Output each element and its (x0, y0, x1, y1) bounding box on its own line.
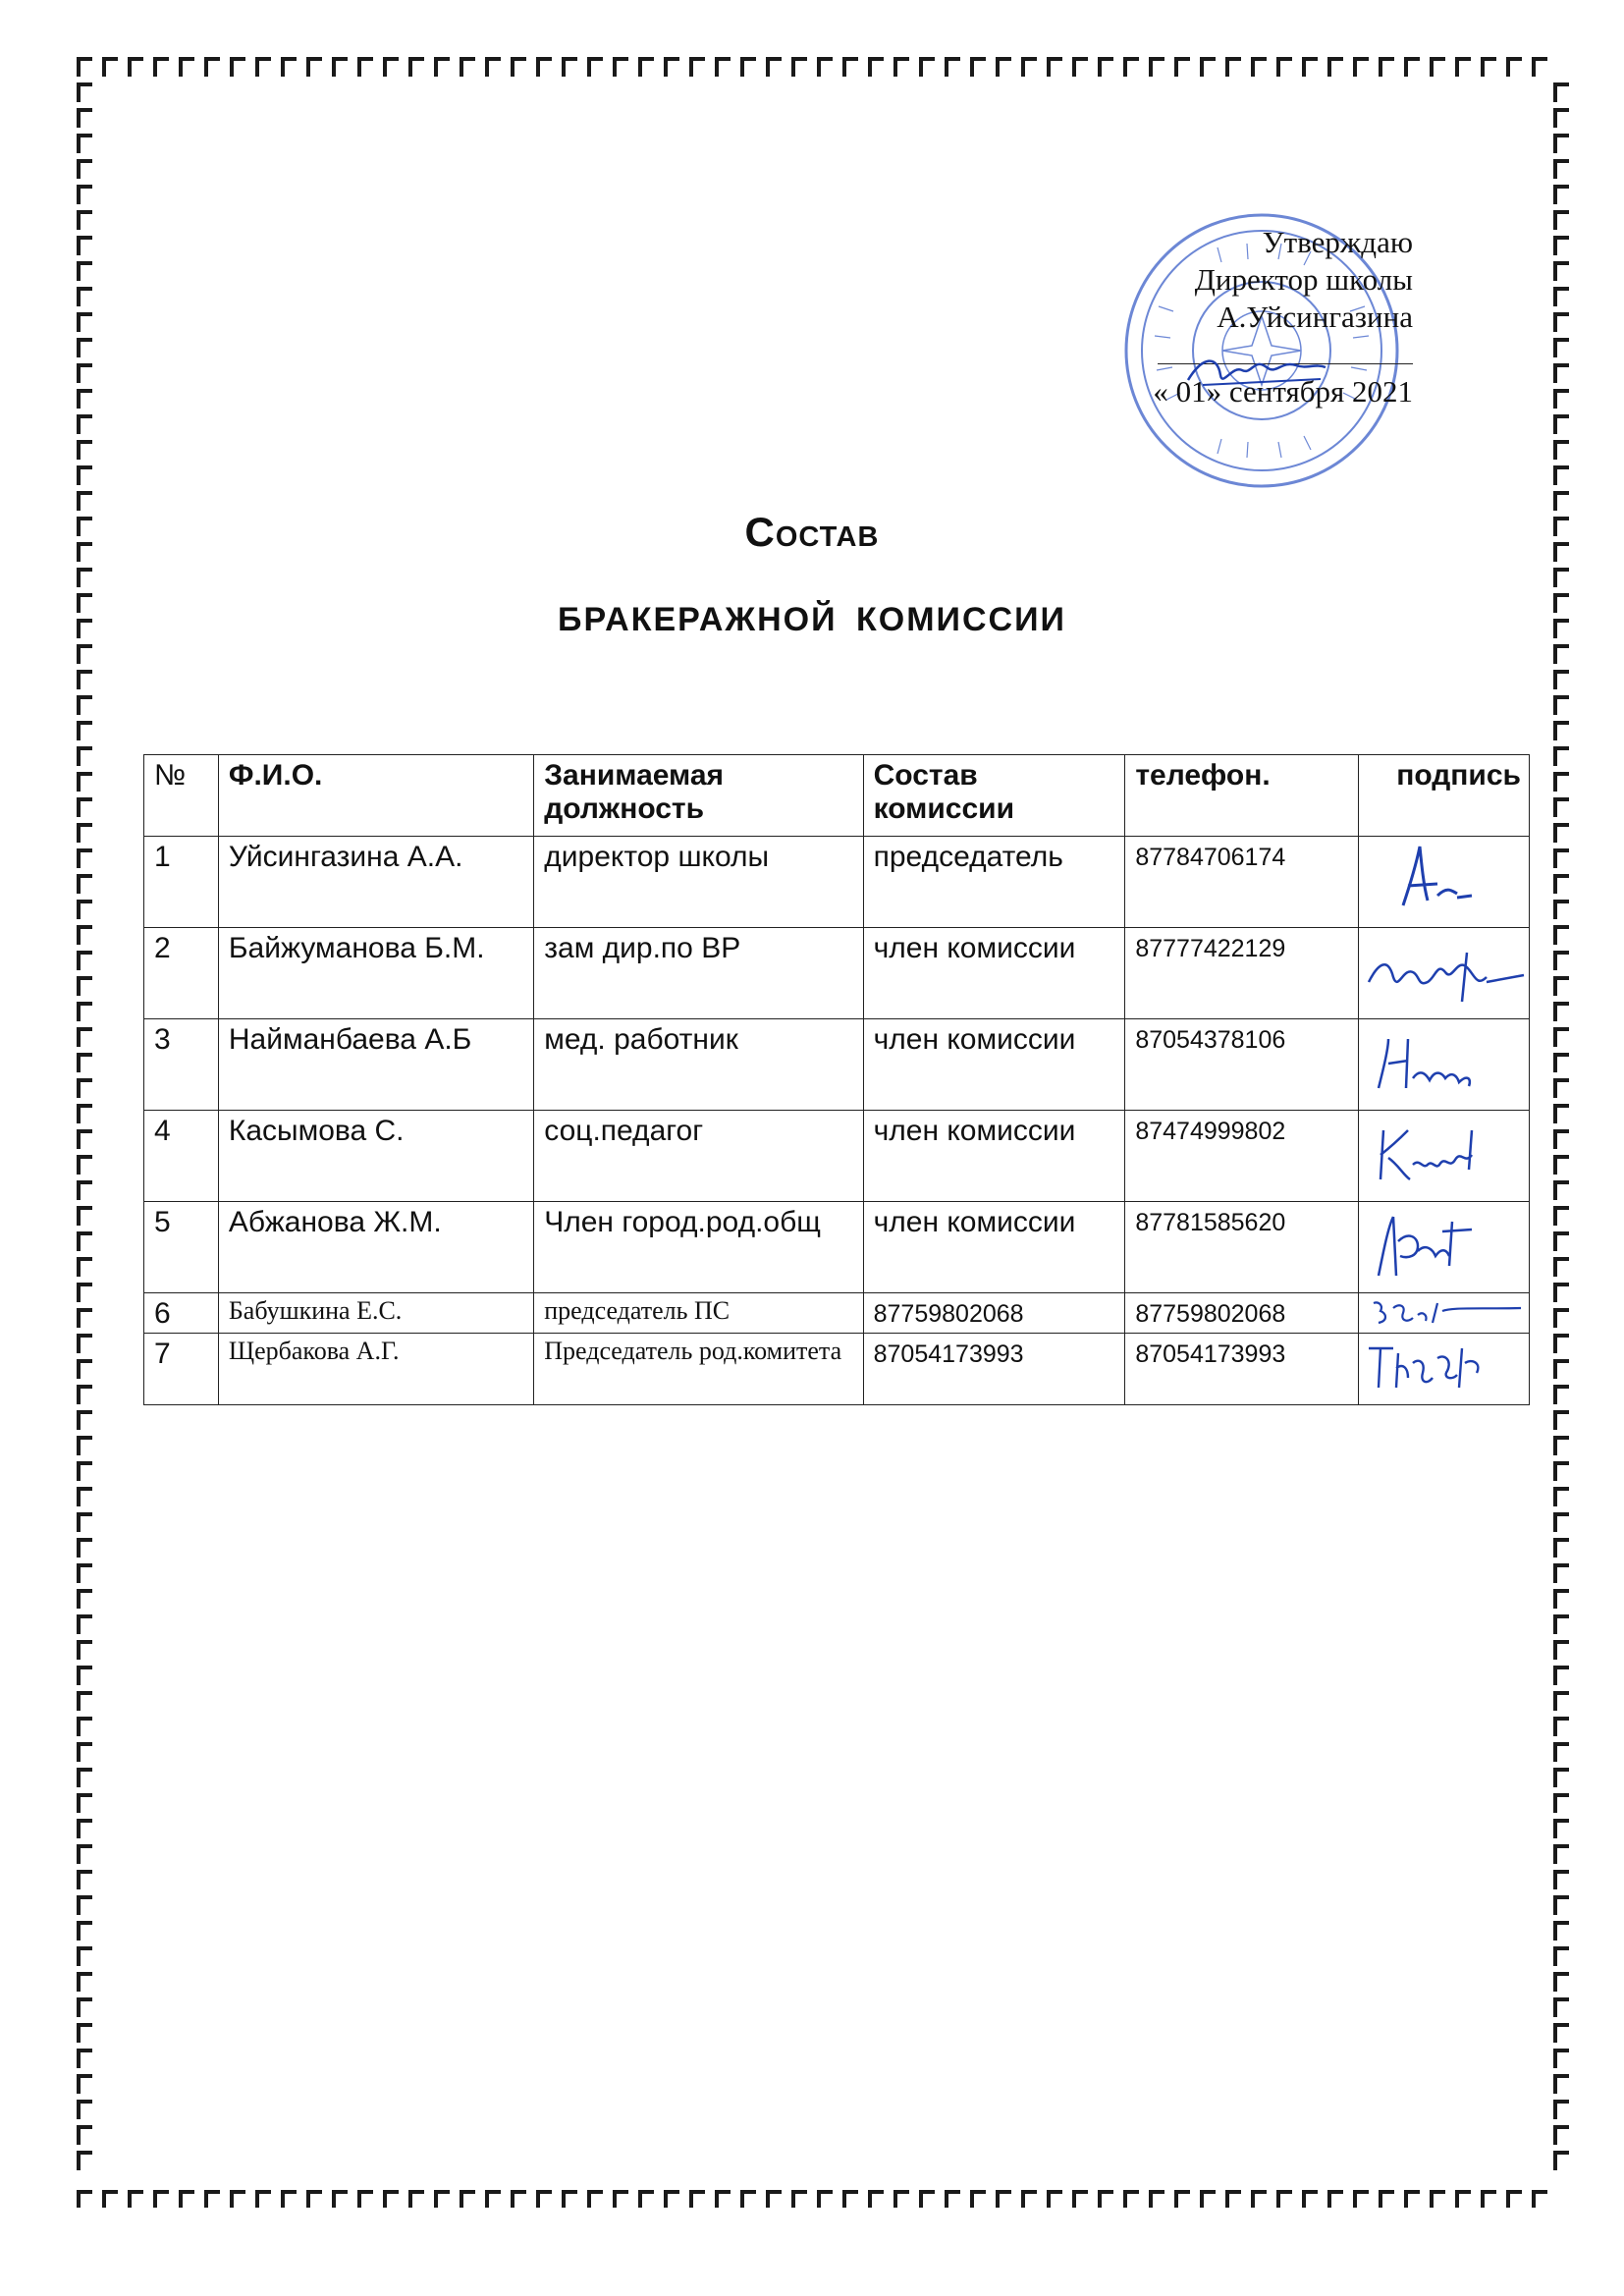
row-name: Бабушкина Е.С. (218, 1293, 533, 1334)
signature-image (1359, 1202, 1529, 1290)
row-name: Байжуманова Б.М. (218, 928, 533, 1019)
table-row (144, 928, 1530, 1019)
row-role: 87759802068 (863, 1293, 1125, 1334)
row-role: председатель (863, 837, 1125, 928)
table-row (144, 1111, 1530, 1202)
header-position: Занимаемая должность (534, 755, 863, 837)
row-position: Председатель род.комитета (534, 1334, 863, 1405)
signature-image (1359, 928, 1529, 1016)
row-name: Щербакова А.Г. (218, 1334, 533, 1405)
row-signature (1358, 1202, 1529, 1293)
table-row (144, 1293, 1530, 1334)
row-position: соц.педагог (534, 1111, 863, 1202)
row-signature (1358, 1334, 1529, 1405)
row-signature (1358, 837, 1529, 928)
commission-table (143, 754, 1530, 1405)
row-role: член комиссии (863, 1111, 1125, 1202)
table-row (144, 1334, 1530, 1405)
row-phone: 87777422129 (1125, 928, 1359, 1019)
page-title: Состав (744, 509, 880, 555)
row-number: 3 (144, 1019, 219, 1111)
row-signature (1358, 1019, 1529, 1111)
row-number: 6 (144, 1293, 219, 1334)
signature-image (1359, 1334, 1529, 1400)
row-phone: 87781585620 (1125, 1202, 1359, 1293)
signature-image (1359, 1293, 1529, 1331)
row-name: Найманбаева А.Б (218, 1019, 533, 1111)
header-phone: телефон. (1125, 755, 1359, 837)
row-signature (1358, 1293, 1529, 1334)
row-number: 2 (144, 928, 219, 1019)
approval-director-name: А.Уйсингазина (1217, 300, 1413, 334)
row-number: 1 (144, 837, 219, 928)
row-signature (1358, 928, 1529, 1019)
signature-image (1359, 1019, 1529, 1108)
row-phone: 87054378106 (1125, 1019, 1359, 1111)
row-phone: 87759802068 (1125, 1293, 1359, 1334)
row-position: председатель ПС (534, 1293, 863, 1334)
signature-image (1359, 1111, 1529, 1199)
row-role: член комиссии (863, 928, 1125, 1019)
table-header-row (144, 755, 1530, 837)
table-row (144, 1019, 1530, 1111)
approval-title: Утверждаю (1262, 225, 1413, 259)
row-number: 7 (144, 1334, 219, 1405)
approval-date: « 01» сентября 2021 (1153, 374, 1413, 409)
row-role: член комиссии (863, 1019, 1125, 1111)
row-position: директор школы (534, 837, 863, 928)
table-row (144, 1202, 1530, 1293)
table-row (144, 837, 1530, 928)
row-signature (1358, 1111, 1529, 1202)
row-phone: 87474999802 (1125, 1111, 1359, 1202)
row-number: 4 (144, 1111, 219, 1202)
row-role: член комиссии (863, 1202, 1125, 1293)
row-name: Уйсингазина А.А. (218, 837, 533, 928)
row-name: Касымова С. (218, 1111, 533, 1202)
director-signature (1183, 346, 1330, 395)
row-position: мед. работник (534, 1019, 863, 1111)
row-phone: 87054173993 (1125, 1334, 1359, 1405)
row-position: зам дир.по ВР (534, 928, 863, 1019)
row-position: Член город.род.общ (534, 1202, 863, 1293)
row-number: 5 (144, 1202, 219, 1293)
page-subtitle: БРАКЕРАЖНОЙ КОМИССИИ (558, 601, 1066, 638)
header-number: № (144, 755, 219, 837)
row-role: 87054173993 (863, 1334, 1125, 1405)
header-name: Ф.И.О. (218, 755, 533, 837)
row-phone: 87784706174 (1125, 837, 1359, 928)
row-name: Абжанова Ж.М. (218, 1202, 533, 1293)
signature-image (1359, 837, 1529, 925)
header-signature: подпись (1358, 755, 1529, 837)
header-role: Состав комиссии (863, 755, 1125, 837)
approval-position: Директор школы (1194, 262, 1413, 297)
